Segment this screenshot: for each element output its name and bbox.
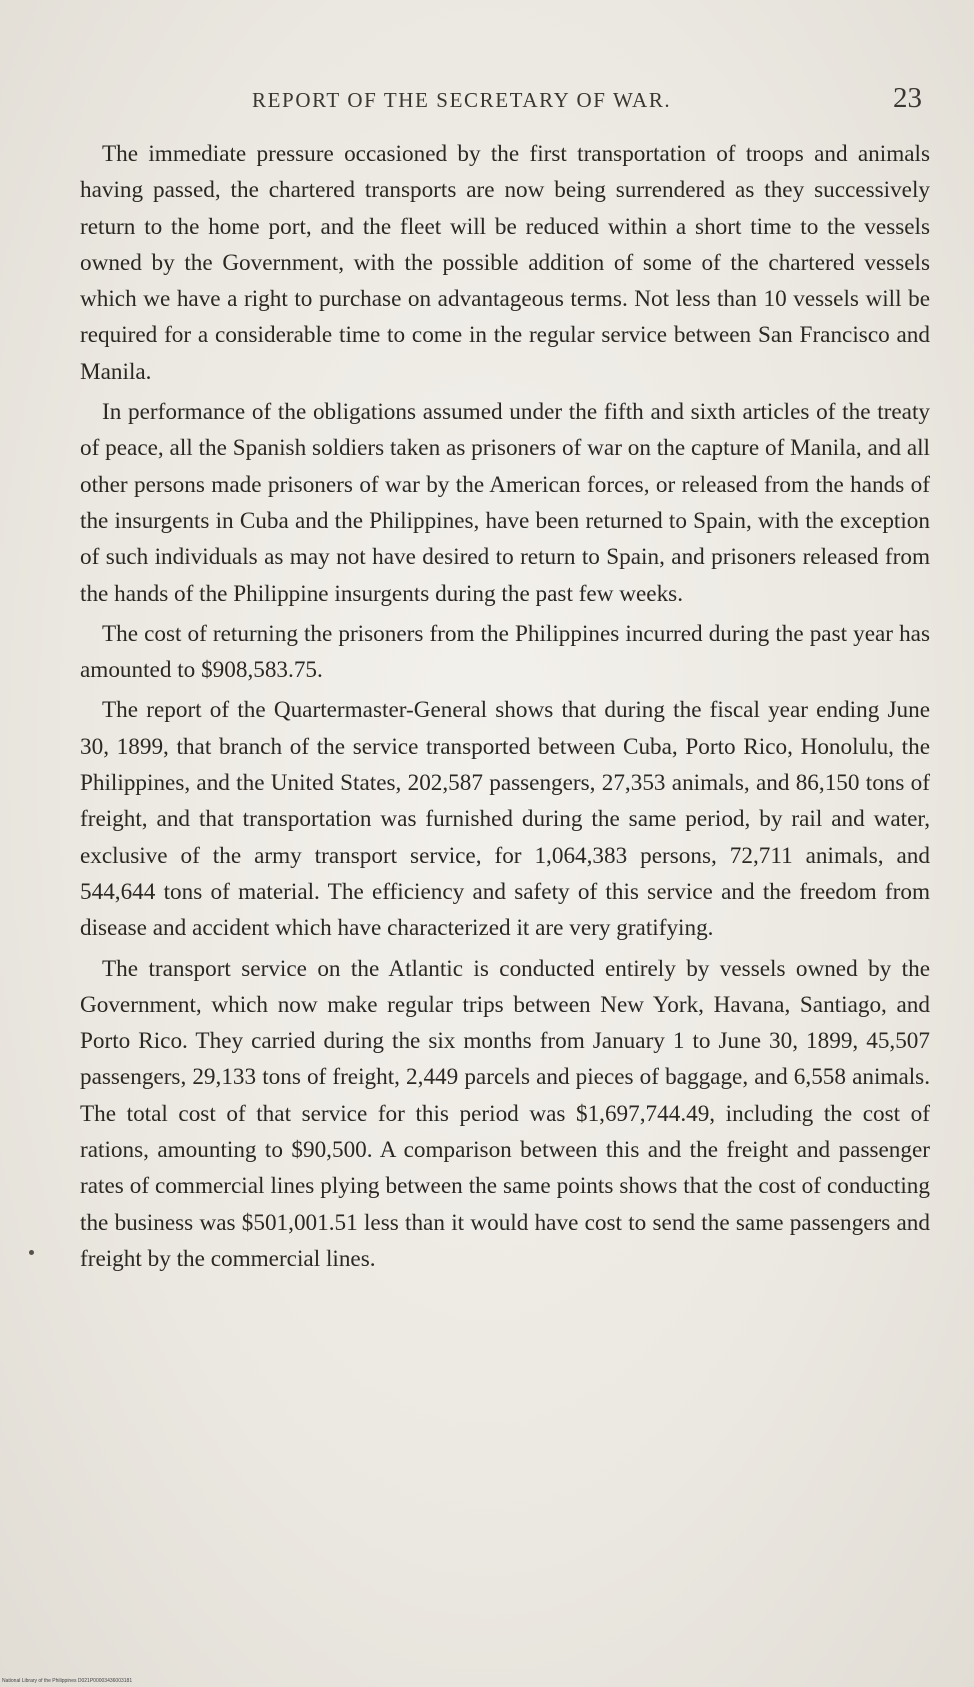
body-text — [80, 136, 930, 1277]
running-head — [0, 82, 974, 116]
paragraph-chartered-transports: The immediate pressure occasioned by the first transportation of troops and animals having passed, the chartered transports are now being surrendered as they successively return to the home port, and the fleet will be reduced within a short time to the vessels owned by the Government, with the possible addition of some of the chartered vessels which we have a right to purchase on advantageous terms. Not less than 10 vessels will be required for a considerable time to come in the regular service between San Francisco and Manila. — [80, 141, 930, 385]
page-number: 23 — [893, 82, 922, 114]
paragraph-spanish-prisoners: In performance of the obligations assumed under the fifth and sixth articles of the treaty of peace, all the Spanish soldiers taken as prisoners of war on the capture of Manila, and all other persons made prisoners of war by the American forces, or released from the hands of the insurgents in Cuba and the Philippines, have been returned to Spain, with the exception of such individuals as may not have desired to return to Spain, and prisoners released from the hands of the Philippine insurgents during the past few weeks. — [80, 399, 930, 607]
paragraph-quartermaster-report: The report of the Quartermaster-General shows that during the fiscal year ending June 30, 1899, that branch of the service transported between Cuba, Porto Rico, Honolulu, the Philippines, and the United States, 202,587 passengers, 27,353 animals, and 86,150 tons of freight, and that transportation was furnished during the same period, by rail and water, exclusive of the army transport service, for 1,064,383 persons, 72,711 animals, and 544,644 tons of material. The efficiency and safety of this service and the freedom from disease and accident which have characterized it are very gratifying. — [80, 697, 930, 942]
scan-source-note: National Library of the Philippines D021P00003436003181 — [2, 1678, 133, 1684]
running-title: REPORT OF THE SECRETARY OF WAR. — [252, 88, 672, 112]
paragraph-cost-of-returning-prisoners: The cost of returning the prisoners from the Philippines incurred during the past year has amounted to $908,583.75. — [80, 620, 930, 684]
margin-speck — [29, 1250, 34, 1255]
paragraph-atlantic-transport-service: The transport service on the Atlantic is conducted entirely by vessels owned by the Government, which now make regular trips between New York, Havana, Santiago, and Porto Rico. They carried during the six months from January 1 to June 30, 1899, 45,507 passengers, 29,133 tons of freight, 2,449 parcels and pieces of baggage, and 6,558 animals. The total cost of that service for this period was $1,697,744.49, including the cost of rations, amounting to $90,500. A comparison between this and the freight and passenger rates of commercial lines plying between the same points shows that the cost of conducting the business was $501,001.51 less than it would have cost to send the same passengers and freight by the commercial lines. — [80, 955, 930, 1272]
